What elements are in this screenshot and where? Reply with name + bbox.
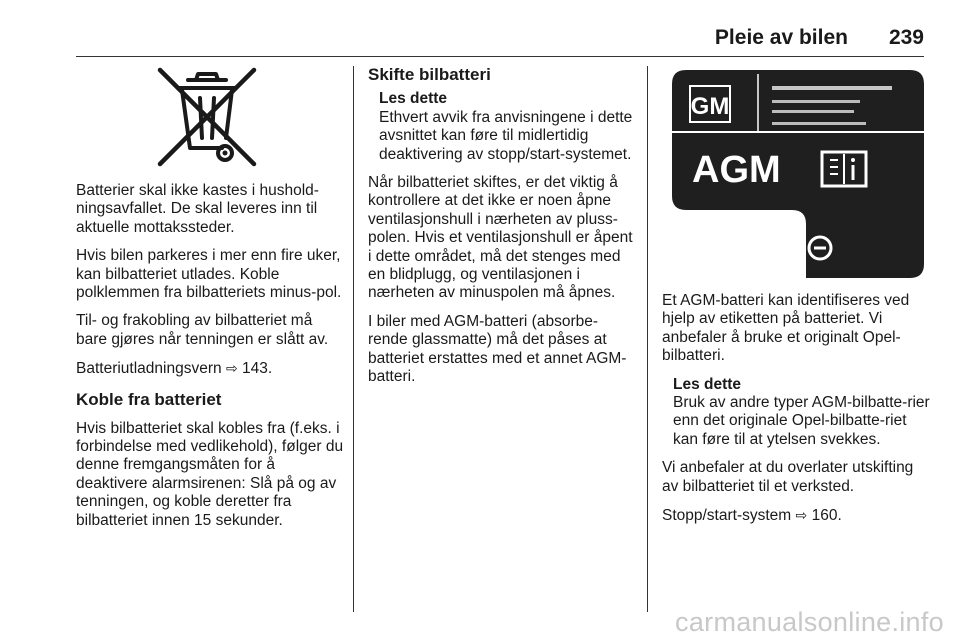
paragraph-disposal: Batterier skal ikke kastes i hushold-ningsavfallet. De skal leveres inn til aktuelle mottakssteder. [76,182,319,236]
paragraph-parking: Hvis bilen parkeres i mer enn fire uker, kan bilbatteriet utlades. Koble polklemmen fra bilbatteriets minus-pol. [76,247,342,302]
page-header [0,0,960,58]
paragraph-vent-holes: Når bilbatteriet skiftes, er det viktig å kontrollere at det ikke er noen åpne ventilasjonshull i nærheten av pluss-polen. Hvis et ventilasjonshull er åpent i dette området, må det stenges med en blidplugg, og ventilasjonen i nærheten av minuspolen må åpnes. [368,174,633,302]
column-right [662,292,930,535]
agm-battery-label-illustration [672,70,924,278]
label-brand: GM [690,93,730,120]
column-middle [368,66,634,397]
note-box [379,90,634,164]
crossed-out-wheelie-bin-icon [152,66,262,168]
note-box-right [673,376,930,450]
column-left [76,182,344,540]
paragraph-workshop: Vi anbefaler at du overlater utskifting av bilbatteriet til et verksted. [662,459,914,495]
note-text: Ethvert avvik fra anvisningene i dette avsnittet kan føre til midlertidig deaktivering av stopp/start-systemet. [379,108,633,163]
section-heading-disconnect: Koble fra batteriet [76,389,222,409]
cross-reference[interactable] [76,359,344,378]
cross-reference-text: Batteriutladningsvern [76,360,222,378]
page-number: 239 [888,26,924,49]
paragraph-disconnect: Hvis bilbatteriet skal kobles fra (f.eks. i forbindelse med vedlikehold), følger du denne fremgangsmåten for å deaktivere alarmsirenen: Slå på og av tenningen, og koble deretter fra bilbatteriet innen 15 sekunder. [76,419,344,529]
page-reference-arrow-icon: ⇨ [795,507,808,524]
note-title: Les dette [379,90,448,108]
paragraph-ignition: Til- og frakobling av bilbatteriet må bare gjøres når tenningen er slått av. [76,312,329,348]
page-title: Pleie av bilen [714,26,848,49]
watermark: carmanualsonline.info [675,607,944,637]
paragraph-agm-label: Et AGM-batteri kan identifiseres ved hjelp av etiketten på batteriet. Vi anbefaler å bruke et originalt Opel-bilbatteri. [662,292,910,365]
label-type: AGM [692,149,781,191]
cross-reference-page: 143. [241,360,273,378]
note-text-right: Bruk av andre typer AGM-bilbatte-rier enn det originale Opel-bilbatte-riet kan føre til at ytelsen svekkes. [673,394,930,448]
cross-reference-text: Stopp/start-system [662,507,792,525]
cross-reference-page: 160. [811,507,842,525]
column-divider-right [647,66,648,612]
section-heading-replace: Skifte bilbatteri [368,65,491,84]
header-rule [76,56,924,57]
cross-reference-start-stop[interactable] [662,506,930,525]
column-divider-left [353,66,354,612]
note-title-right: Les dette [673,375,742,393]
paragraph-agm: I biler med AGM-batteri (absorbe-rende glassmatte) må det påses at batteriet erstattes med et annet AGM-batteri. [368,312,627,386]
page-reference-arrow-icon: ⇨ [225,360,238,377]
